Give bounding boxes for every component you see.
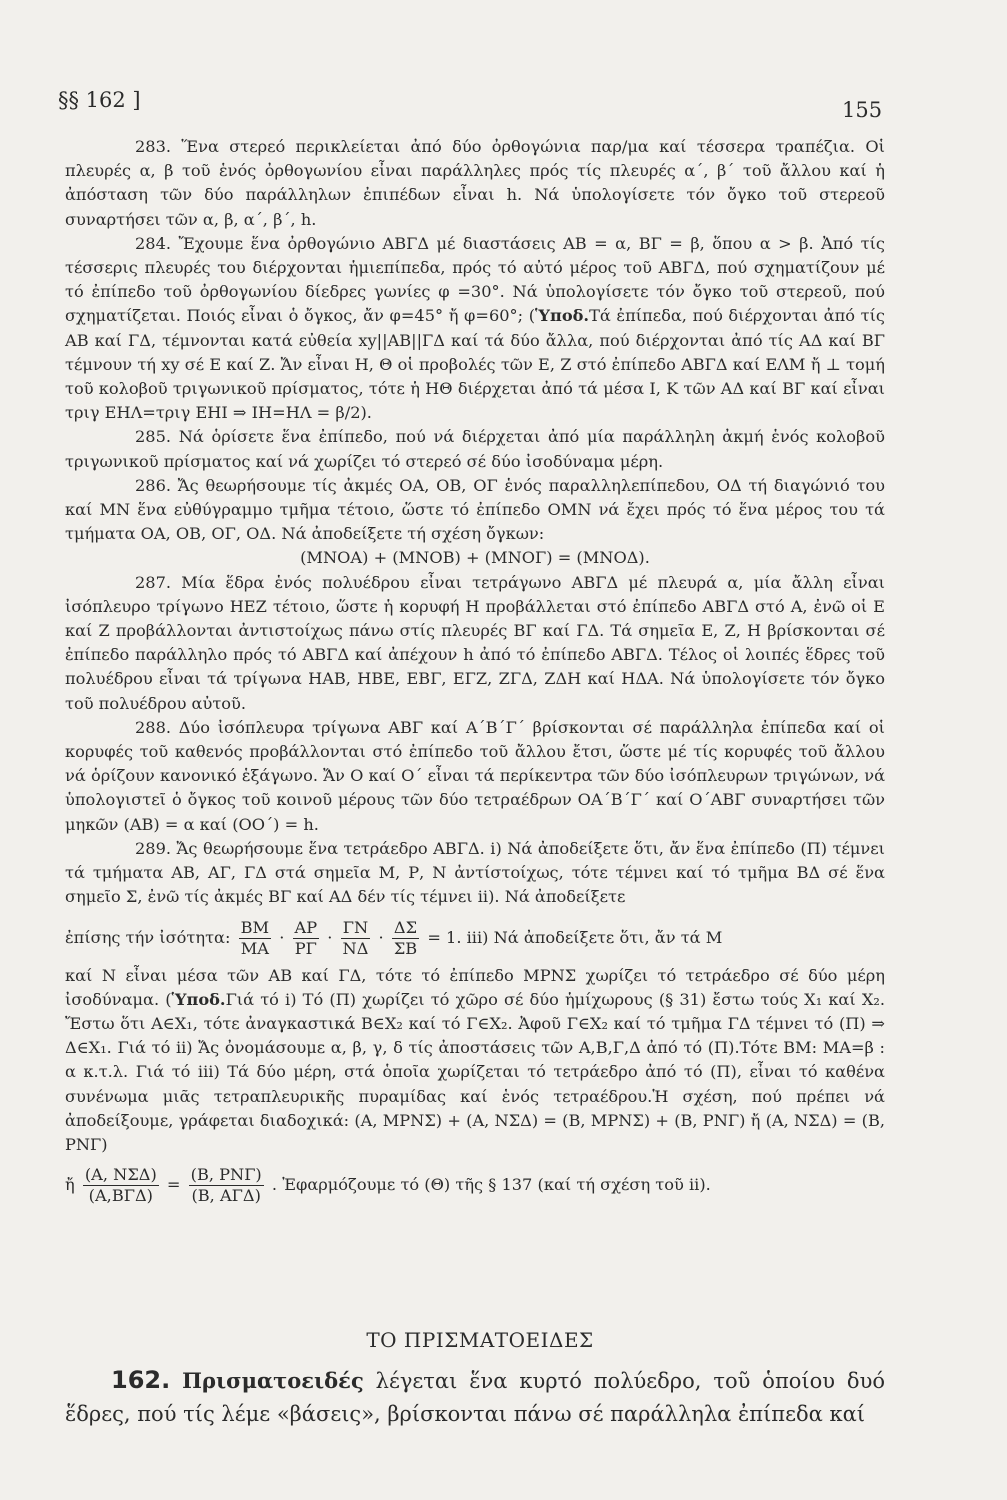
- section-reference: §§ 162 ]: [58, 88, 141, 112]
- fraction-volume-1: [83, 1165, 159, 1206]
- fraction-numerator: ΒΜ: [240, 917, 270, 937]
- exercise-286: 286. Ἄς θεωρήσουμε τίς ἀκμές ΟΑ, ΟΒ, ΟΓ ἑνός παραλληλεπίπεδου, ΟΔ τή διαγώνιό του καί ΜΝ ἕνα εὐθύγραμμο τμῆμα τέτοιο, ὥστε τό ἐπίπεδο ΟΜΝ νά ἔχει πρός τό ἕνα μέρος του τά τμήματα ΟΑ, ΟΒ, ΟΓ, ΟΔ. Νά ἀποδείξετε τή σχέση ὄγκων:: [65, 475, 885, 544]
- fraction-numerator: ΔΣ: [392, 918, 419, 939]
- fraction-numerator: (Β, ΡΝΓ): [190, 1165, 262, 1185]
- fraction-denominator: (Β, ΑΓΔ): [191, 1186, 261, 1206]
- definition-162: [65, 1364, 885, 1431]
- exercise-289-hint: Γιά τό i) Τό (Π) χωρίζει τό χῶρο σέ δύο ἡμίχωρους (§ 31) ἔστω τούς Χ₁ καί Χ₂. Ἔστω ὅτι Α∈Χ₁, τότε ἀναγκαστικά Β∈Χ₂ καί τό Γ∈Χ₂. Ἀφοῦ Γ∈Χ₂ καί τό τμῆμα ΓΔ τέμνει τό (Π) ⇒ Δ∈Χ₁. Γιά τό ii) Ἄς ὀνομάσουμε α, β, γ, δ τίς ἀποστάσεις τῶν Α,Β,Γ,Δ ἀπό τό (Π).Τότε ΒΜ: ΜΑ=β : α κ.τ.λ. Γιά τό iii) Τά δύο μέρη, στά ὁποῖα χωρίζεται τό τετράεδρο ἀπό τό (Π), εἶναι τό καθένα συνένωμα μιᾶς τετραπλευρικῆς πυραμίδας καί ἑνός τετραέδρου.Ἡ σχέση, πού πρέπει νά ἀποδείξουμε, γράφεται διαδοχικά: (Α, ΜΡΝΣ) + (Α, ΝΣΔ) = (Β, ΜΡΝΣ) + (Β, ΡΝΓ) ἤ (Α, ΝΣΔ) = (Β, ΡΝΓ): [65, 989, 886, 1154]
- fraction-numerator: (Α, ΝΣΔ): [84, 1165, 157, 1185]
- exercise-284-hint: Τά ἐπίπεδα, πού διέρχονται ἀπό τίς ΑΒ καί ΓΔ, τέμνονται κατά εὐθεία xy||AB||ΓΔ καί τά δύο ἄλλα, πού διέρχονται ἀπό τίς ΑΔ καί ΒΓ τέμνουν τή xy σέ Ε καί Ζ. Ἄν εἶναι Η, Θ οἱ προβολές τῶν Ε, Ζ στό ἐπίπεδο ΑΒΓΔ καί ΕΛΜ ἤ ⊥ τομή τοῦ κολοβοῦ τριγωνικοῦ πρίσματος, τότε ἡ ΗΘ διέρχεται ἀπό τά μέσα Ι, Κ τῶν ΑΔ καί ΒΓ καί εἶναι τριγ ΕΗΛ=τριγ ΕΗΙ ⇒ ΙΗ=ΗΛ = β/2).: [65, 306, 885, 423]
- ratio-equation: ἐπίσης τήν ἰσότητα: $\frac{BM}{MA}$ · $\frac{AP}{P\Gamma}$ · $\frac{\Gamma N}{N\Delta}$ · $\frac{\Delta\Sigma}{\Sigma B}$ = 1. iii) Νά ἀποδείξετε ὅτι, ἄν τά Μ: [65, 917, 723, 958]
- exercise-289-part2: [65, 964, 885, 1158]
- paragraph-number: 162.: [111, 1366, 171, 1394]
- exercise-285: 285. Νά ὁρίσετε ἕνα ἐπίπεδο, πού νά διέρχεται ἀπό μία παράλληλη ἀκμή ἑνός κολοβοῦ τριγωνικοῦ πρίσματος καί νά χωρίζει τό στερεό σέ δύο ἰσοδύναμα μέρη.: [65, 427, 885, 471]
- page-number: 155: [842, 98, 883, 122]
- exercise-287: 287. Μία ἕδρα ἑνός πολυέδρου εἶναι τετράγωνο ΑΒΓΔ μέ πλευρά α, μία ἄλλη εἶναι ἰσόπλευρο τρίγωνο ΗΕΖ τέτοιο, ὥστε ἡ κορυφή Η προβάλλεται στό ἐπίπεδο ΑΒΓΔ στό Α, ἐνῶ οἱ Ε καί Ζ προβάλλονται ἀντιστοίχως πάνω στίς πλευρές ΒΓ καί ΓΔ. Τά σημεῖα Ε, Ζ, Η βρίσκονται σέ ἐπίπεδο παράλληλο πρός τό ΑΒΓΔ καί ἀπέχουν h ἀπό τό ἐπίπεδο ΑΒΓΔ. Τέλος οἱ λοιπές ἕδρες τοῦ πολυέδρου εἶναι τά τρίγωνα ΗΑΒ, ΗΒΕ, ΕΒΓ, ΕΓΖ, ΖΓΔ, ΖΔΗ καί ΗΔΑ. Νά ὑπολογίσετε τόν ὄγκο τοῦ πολυέδρου αὐτοῦ.: [65, 572, 885, 713]
- exercise-289-part1: 289. Ἄς θεωρήσουμε ἕνα τετράεδρο ΑΒΓΔ. i) Νά ἀποδείξετε ὅτι, ἄν ἕνα ἐπίπεδο (Π) τέμνει τά τμήματα ΑΒ, ΑΓ, ΓΔ στά σημεῖα Μ, Ρ, Ν ἀντίστοίχως, τότε τέμνει καί τό τμῆμα ΒΔ σέ ἕνα σημεῖο Σ, ἐνῶ τίς ἀκμές ΒΓ καί ΑΔ δέν τίς τέμνει ii). Νά ἀποδείξετε: [65, 838, 885, 907]
- hint-label: Ὑποδ.: [171, 989, 226, 1009]
- section-title: ΤΟ ΠΡΙΣΜΑΤΟΕΙΔΕΣ: [366, 1328, 594, 1352]
- definition-text: λέγεται ἕνα κυρτό πολύεδρο, τοῦ ὁποίου δυό ἕδρες, πού τίς λέμε «βάσεις», βρίσκονται πάνω σέ παράλληλα ἐπίπεδα καί: [65, 1369, 885, 1426]
- hint-label: Ὑποδ.: [535, 306, 590, 326]
- equation-lead: ἐπίσης τήν ἰσότητα:: [65, 927, 231, 947]
- fraction-ds-sb: [392, 918, 419, 959]
- exercises-block: [65, 135, 885, 1211]
- fraction-denominator: ΡΓ: [294, 938, 317, 958]
- fraction-volume-2: [189, 1165, 264, 1206]
- fraction-denominator: ΣΒ: [393, 938, 418, 958]
- exercise-284: [65, 232, 885, 426]
- exercise-283: 283. Ἕνα στερεό περικλείεται ἀπό δύο ὀρθογώνια παρ/μα καί τέσσερα τραπέζια. Οἱ πλευρές α, β τοῦ ἑνός ὀρθογωνίου εἶναι παράλληλες πρός τίς πλευρές α΄, β΄ τοῦ ἄλλου καί ἡ ἀπόσταση τῶν δύο παράλληλων ἐπιπέδων εἶναι h. Νά ὑπολογίσετε τόν ὄγκο τοῦ στερεοῦ συναρτήσει τῶν α, β, α΄, β΄, h.: [65, 137, 885, 229]
- equation2-lead: ἤ: [65, 1175, 75, 1195]
- volume-ratio-equation: ἤ $\frac{\text{(Α, ΝΣΔ)}}{\text{(Α,ΒΓΔ)}}$ = $\frac{\text{(Β, ΡΝΓ)}}{\text{(Β, ΑΓΔ)}}$ . Ἐφαρμόζουμε τό (Θ) τῆς § 137 (καί τή σχέση τοῦ ii).: [65, 1165, 711, 1206]
- volume-relation-formula: (ΜΝΟΑ) + (ΜΝΟΒ) + (ΜΝΟΓ) = (ΜΝΟΔ).: [300, 548, 650, 568]
- fraction-gn-nd: [341, 918, 371, 959]
- fraction-denominator: (Α,ΒΓΔ): [88, 1186, 153, 1206]
- fraction-denominator: ΜΑ: [240, 938, 269, 958]
- exercise-284-text: 284. Ἔχουμε ἕνα ὀρθογώνιο ΑΒΓΔ μέ διαστάσεις ΑΒ = α, ΒΓ = β, ὅπου α > β. Ἀπό τίς τέσσερις πλευρές του διέρχονται ἡμιεπίπεδα, πρός τό αὐτό μέρος τοῦ ΑΒΓΔ, πού σχηματίζουν μέ τό ἐπίπεδο τοῦ ὀρθογωνίου δίεδρες γωνίες φ =30°. Νά ὑπολογίσετε τόν ὄγκο τοῦ στερεοῦ, πού σχηματίζεται. Ποιός εἶναι ὁ ὄγκος, ἄν φ=45° ἤ φ=60°; (: [65, 233, 885, 326]
- fraction-numerator: ΑΡ: [294, 917, 318, 937]
- exercise-288: 288. Δύο ἰσόπλευρα τρίγωνα ΑΒΓ καί Α΄Β΄Γ΄ βρίσκονται σέ παράλληλα ἐπίπεδα καί οἱ κορυφές τοῦ καθενός προβάλλονται στό ἐπίπεδο τοῦ ἄλλου ἔτσι, ὥστε μέ τίς κορυφές τοῦ ἄλλου νά ὁρίζουν κανονικό ἑξάγωνο. Ἄν Ο καί Ο΄ εἶναι τά περίκεντρα τῶν δύο ἰσόπλευρων τριγώνων, νά ὑπολογιστεῖ ὁ ὄγκος τοῦ κοινοῦ μέρους τῶν δύο τετραέδρων ΟΑ΄Β΄Γ΄ καί Ο΄ΑΒΓ συναρτήσει τῶν μηκῶν (ΑΒ) = α καί (ΟΟ΄) = h.: [65, 717, 885, 834]
- fraction-bm-ma: [239, 918, 271, 959]
- fraction-numerator: ΓΝ: [341, 918, 371, 939]
- equation2-tail: . Ἐφαρμόζουμε τό (Θ) τῆς § 137 (καί τή σχέση τοῦ ii).: [271, 1175, 711, 1195]
- equation-tail: = 1. iii) Νά ἀποδείξετε ὅτι, ἄν τά Μ: [427, 927, 723, 947]
- fraction-ar-rg: [293, 918, 320, 959]
- exercise-289-text2: καί Ν εἶναι μέσα τῶν ΑΒ καί ΓΔ, τότε τό ἐπίπεδο ΜΡΝΣ χωρίζει τό τετράεδρο σέ δύο μέρη ἰσοδύναμα. (: [65, 965, 885, 1009]
- fraction-denominator: ΝΔ: [342, 938, 369, 958]
- defined-term: Πρισματοειδές: [182, 1368, 364, 1393]
